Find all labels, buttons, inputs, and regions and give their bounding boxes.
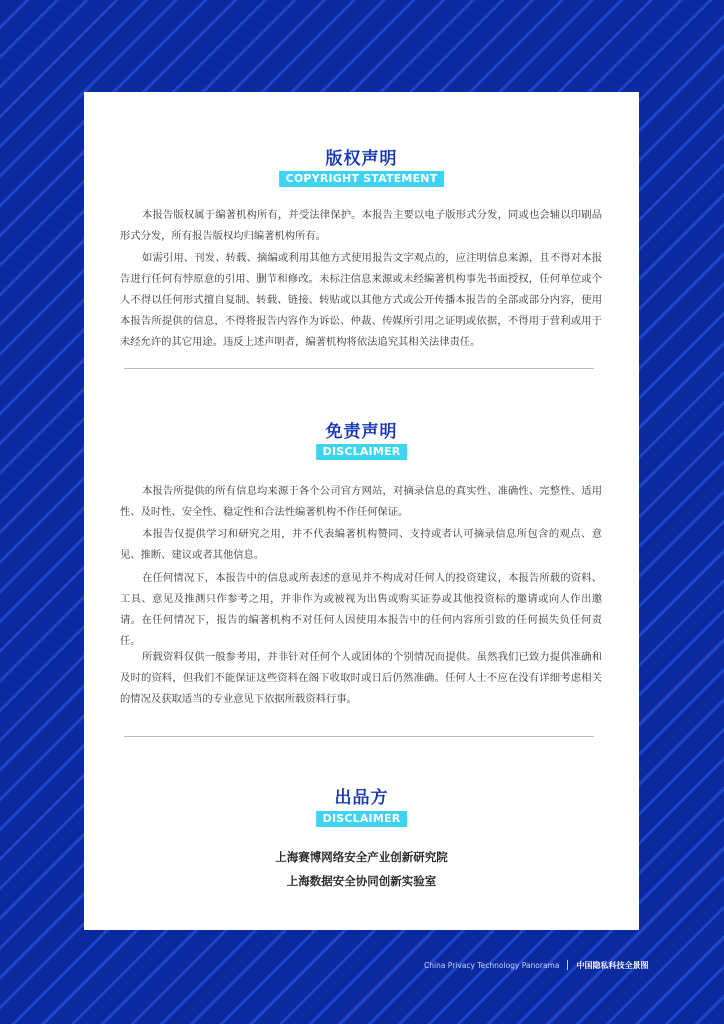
content-card [84,92,639,930]
producer-org-2: 上海数据安全协同创新实验室 [286,874,437,888]
footer-chinese-title: 中国隐私科技全景图 [576,960,649,970]
disclaimer-paragraph-4: 所载资料仅供一般参考用，并非针对任何个人或团体的个别情况而提供。虽然我们已致力提供准确和及时的资料，但我们不能保证这些资料在阁下收取时或日后仍然准确。任何人士不应在没有详细考虑相关的情况及获取适当的专业意见下依据所载资料行事。 [120,651,602,705]
producer-title: 出品方 [334,788,389,808]
disclaimer-paragraph-3: 在任何情况下，本报告中的信息或所表述的意见并不构成对任何人的投资建议，本报告所载的资料、工具、意见及推测只作参考之用，并非作为或被视为出售或购买证券或其他投资标的邀请或向人作出邀请。在任何情况下，报告的编著机构不对任何人因使用本报告中的任何内容所引致的任何损失负任何责任。 [120,572,602,647]
copyright-title: 版权声明 [325,149,398,169]
page-footer [424,958,648,972]
divider [124,736,594,737]
copyright-paragraph-2: 如需引用、刊发、转载、摘编或利用其他方式使用报告文字观点的，应注明信息来源，且不得对本报告进行任何有悖原意的引用、删节和修改。未标注信息来源或未经编著机构事先书面授权，任何单位或个人不得以任何形式擅自复制、转载、链接、转贴或以其他方式或公开传播本报告的全部或部分内容，使用本报告所提供的信息，不得将报告内容作为诉讼、仲裁、传媒所引用之证明或依据，不得用于营利或用于未经允许的其它用途。违反上述声明者，编著机构将依法追究其相关法律责任。 [120,252,602,348]
divider [124,368,594,369]
disclaimer-title: 免责声明 [325,422,398,442]
disclaimer-badge: DISCLAIMER [316,444,408,460]
producer-badge: DISCLAIMER [316,811,408,827]
disclaimer-paragraph-1: 本报告所提供的所有信息均来源于各个公司官方网站，对摘录信息的真实性、准确性、完整性、适用性、及时性、安全性、稳定性和合法性编著机构不作任何保证。 [120,485,602,518]
disclaimer-paragraph-2: 本报告仅提供学习和研究之用，并不代表编著机构赞同、支持或者认可摘录信息所包含的观点、意见、推断、建议或者其他信息。 [120,528,602,561]
footer-english-title: China Privacy Technology Panorama [424,960,560,970]
producer-org-1: 上海赛博网络安全产业创新研究院 [275,850,448,864]
footer-separator [567,960,568,970]
copyright-badge: COPYRIGHT STATEMENT [279,171,445,187]
copyright-paragraph-1: 本报告版权属于编著机构所有，并受法律保护。本报告主要以电子版形式分发，同或也会辅以印刷品形式分发，所有报告版权均归编著机构所有。 [120,209,602,242]
